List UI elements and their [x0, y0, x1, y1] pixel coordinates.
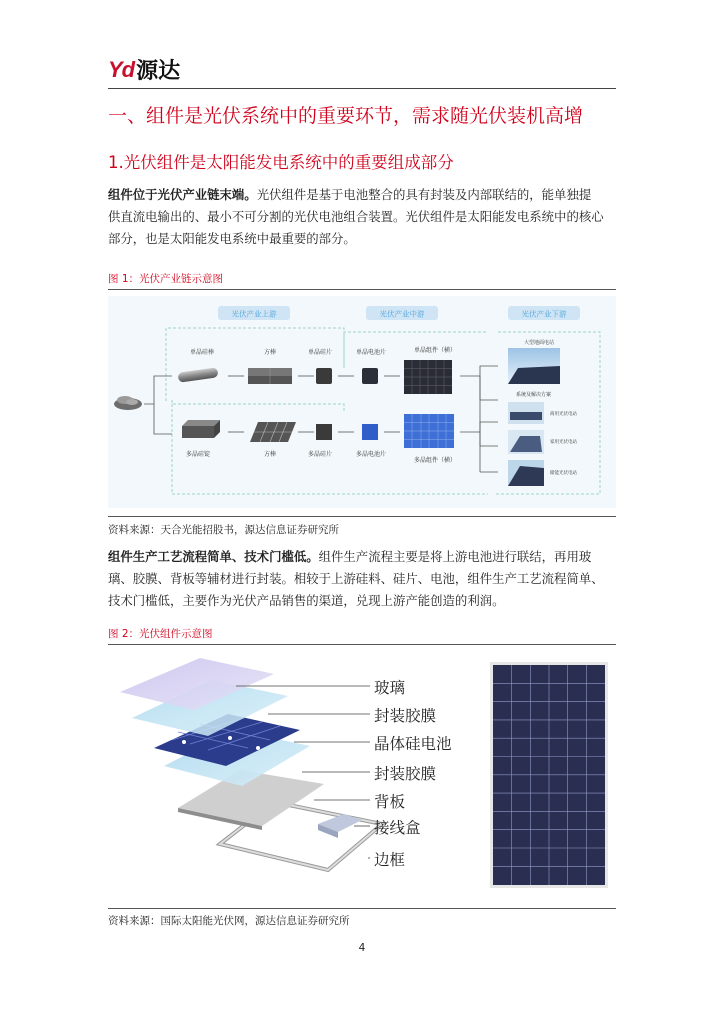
figure-1-source: 资料来源：天合光能招股书，源达信息证券研究所: [108, 524, 339, 536]
mono-module-icon: [404, 360, 452, 394]
poly-cell-icon: [362, 424, 378, 440]
figure-2-source: 资料来源：国际太阳能光伏网，源达信息证券研究所: [108, 915, 350, 927]
label-storage-station: 储能光伏电站: [550, 471, 577, 476]
paragraph-2-line: 璃、胶膜、背板等辅材进行封装。相较于上游硅料、硅片、电池，组件生产工艺流程简单、: [108, 571, 604, 586]
label-poly-ingot: 多晶硅锭: [186, 451, 211, 458]
paragraph-1-line: 供直流电输出的、最小不可分割的光伏电池组合装置。光伏组件是太阳能发电系统中的核心: [108, 209, 604, 224]
paragraph-1: [108, 184, 616, 250]
label-poly-cell: 多晶电池片: [356, 451, 387, 458]
paragraph-2-line: 技术门槛低，主要作为光伏产品销售的渠道，兑现上游产能创造的利润。: [108, 593, 505, 608]
subsection-heading: 1.光伏组件是太阳能发电系统中的重要组成部分: [108, 153, 454, 172]
label-home-station: 家用光伏电站: [550, 440, 577, 445]
label-poly-wafer: 多晶硅片: [308, 451, 333, 458]
figure-1-bottom-rule: [108, 516, 616, 517]
module-structure-figure: [108, 648, 616, 904]
logo-mark: Yd: [108, 56, 135, 82]
label-square-rod: 方棒: [264, 349, 277, 356]
paragraph-2-lead: 组件生产工艺流程简单、技术门槛低。: [108, 549, 319, 564]
home-station-photo: [508, 430, 544, 454]
label-frame: 边框: [374, 851, 406, 869]
paragraph-1-line: 光伏组件是基于电池整合的具有封装及内部联结的，能单独提: [256, 187, 592, 202]
storage-station-photo: [508, 460, 544, 486]
square-rod-grid-icon: [250, 422, 296, 442]
figure-2-caption: 图 2：光伏组件示意图: [108, 628, 213, 640]
commercial-station-photo: [508, 402, 544, 424]
section-heading: 一、组件是光伏系统中的重要环节，需求随光伏装机高增: [108, 105, 584, 127]
stage-downstream-label: 光伏产业下游: [521, 309, 567, 319]
upstream-boundary: [166, 328, 344, 401]
label-eva-upper: 封装胶膜: [374, 707, 437, 725]
solar-panel-photo: [490, 662, 608, 888]
label-poly-module: 多晶组件（横）: [414, 457, 457, 464]
paragraph-2-line: 组件生产流程主要是将上游电池进行联结，再用玻: [318, 549, 592, 564]
label-mono-rod: 单晶硅棒: [190, 349, 215, 356]
label-eva-lower: 封装胶膜: [374, 765, 437, 783]
label-mono-cell: 单晶电池片: [356, 349, 387, 356]
industry-chain-svg: [108, 296, 616, 508]
figure-2-top-rule: [108, 644, 616, 645]
stage-upstream-label: 光伏产业上游: [231, 309, 277, 319]
label-back-sheet: 背板: [374, 793, 406, 811]
label-glass: 玻璃: [374, 679, 406, 697]
mono-wafer-icon: [316, 368, 332, 384]
page-number: 4: [358, 942, 366, 954]
ground-station-photo: [508, 348, 560, 384]
label-square-rod-2: 方棒: [264, 451, 277, 458]
logo-name: 源达: [136, 59, 181, 84]
paragraph-2: [108, 546, 616, 612]
paragraph-1-lead: 组件位于光伏产业链末端。: [108, 187, 257, 202]
mono-cell-icon: [362, 368, 378, 384]
label-system-solution: 系统及解决方案: [516, 392, 552, 398]
poly-ingot-icon: [182, 420, 220, 438]
industry-chain-diagram: [108, 296, 616, 508]
paragraph-1-line: 部分，也是太阳能发电系统中最重要的部分。: [108, 231, 356, 246]
poly-wafer-icon: [316, 424, 332, 440]
label-silicon-cell: 晶体硅电池: [374, 735, 452, 753]
mono-rod-icon: [177, 367, 218, 382]
figure-1-caption: 图 1：光伏产业链示意图: [108, 273, 224, 285]
header-divider: [108, 88, 616, 89]
figure-1-top-rule: [108, 289, 616, 290]
stage-midstream-label: 光伏产业中游: [379, 309, 425, 319]
company-logo: [108, 54, 180, 85]
square-rod-icon: [248, 368, 292, 384]
figure-2-bottom-rule: [108, 908, 616, 909]
label-mono-wafer: 单晶硅片: [308, 349, 333, 356]
polysilicon-pile-icon: [114, 396, 142, 410]
label-mono-module: 单晶组件（横）: [414, 347, 457, 354]
label-junction-box: 接线盒: [374, 819, 421, 837]
poly-module-icon: [404, 414, 454, 448]
label-commercial-station: 商用光伏电站: [550, 412, 577, 417]
label-ground-station: 大型地面电站: [524, 340, 555, 346]
